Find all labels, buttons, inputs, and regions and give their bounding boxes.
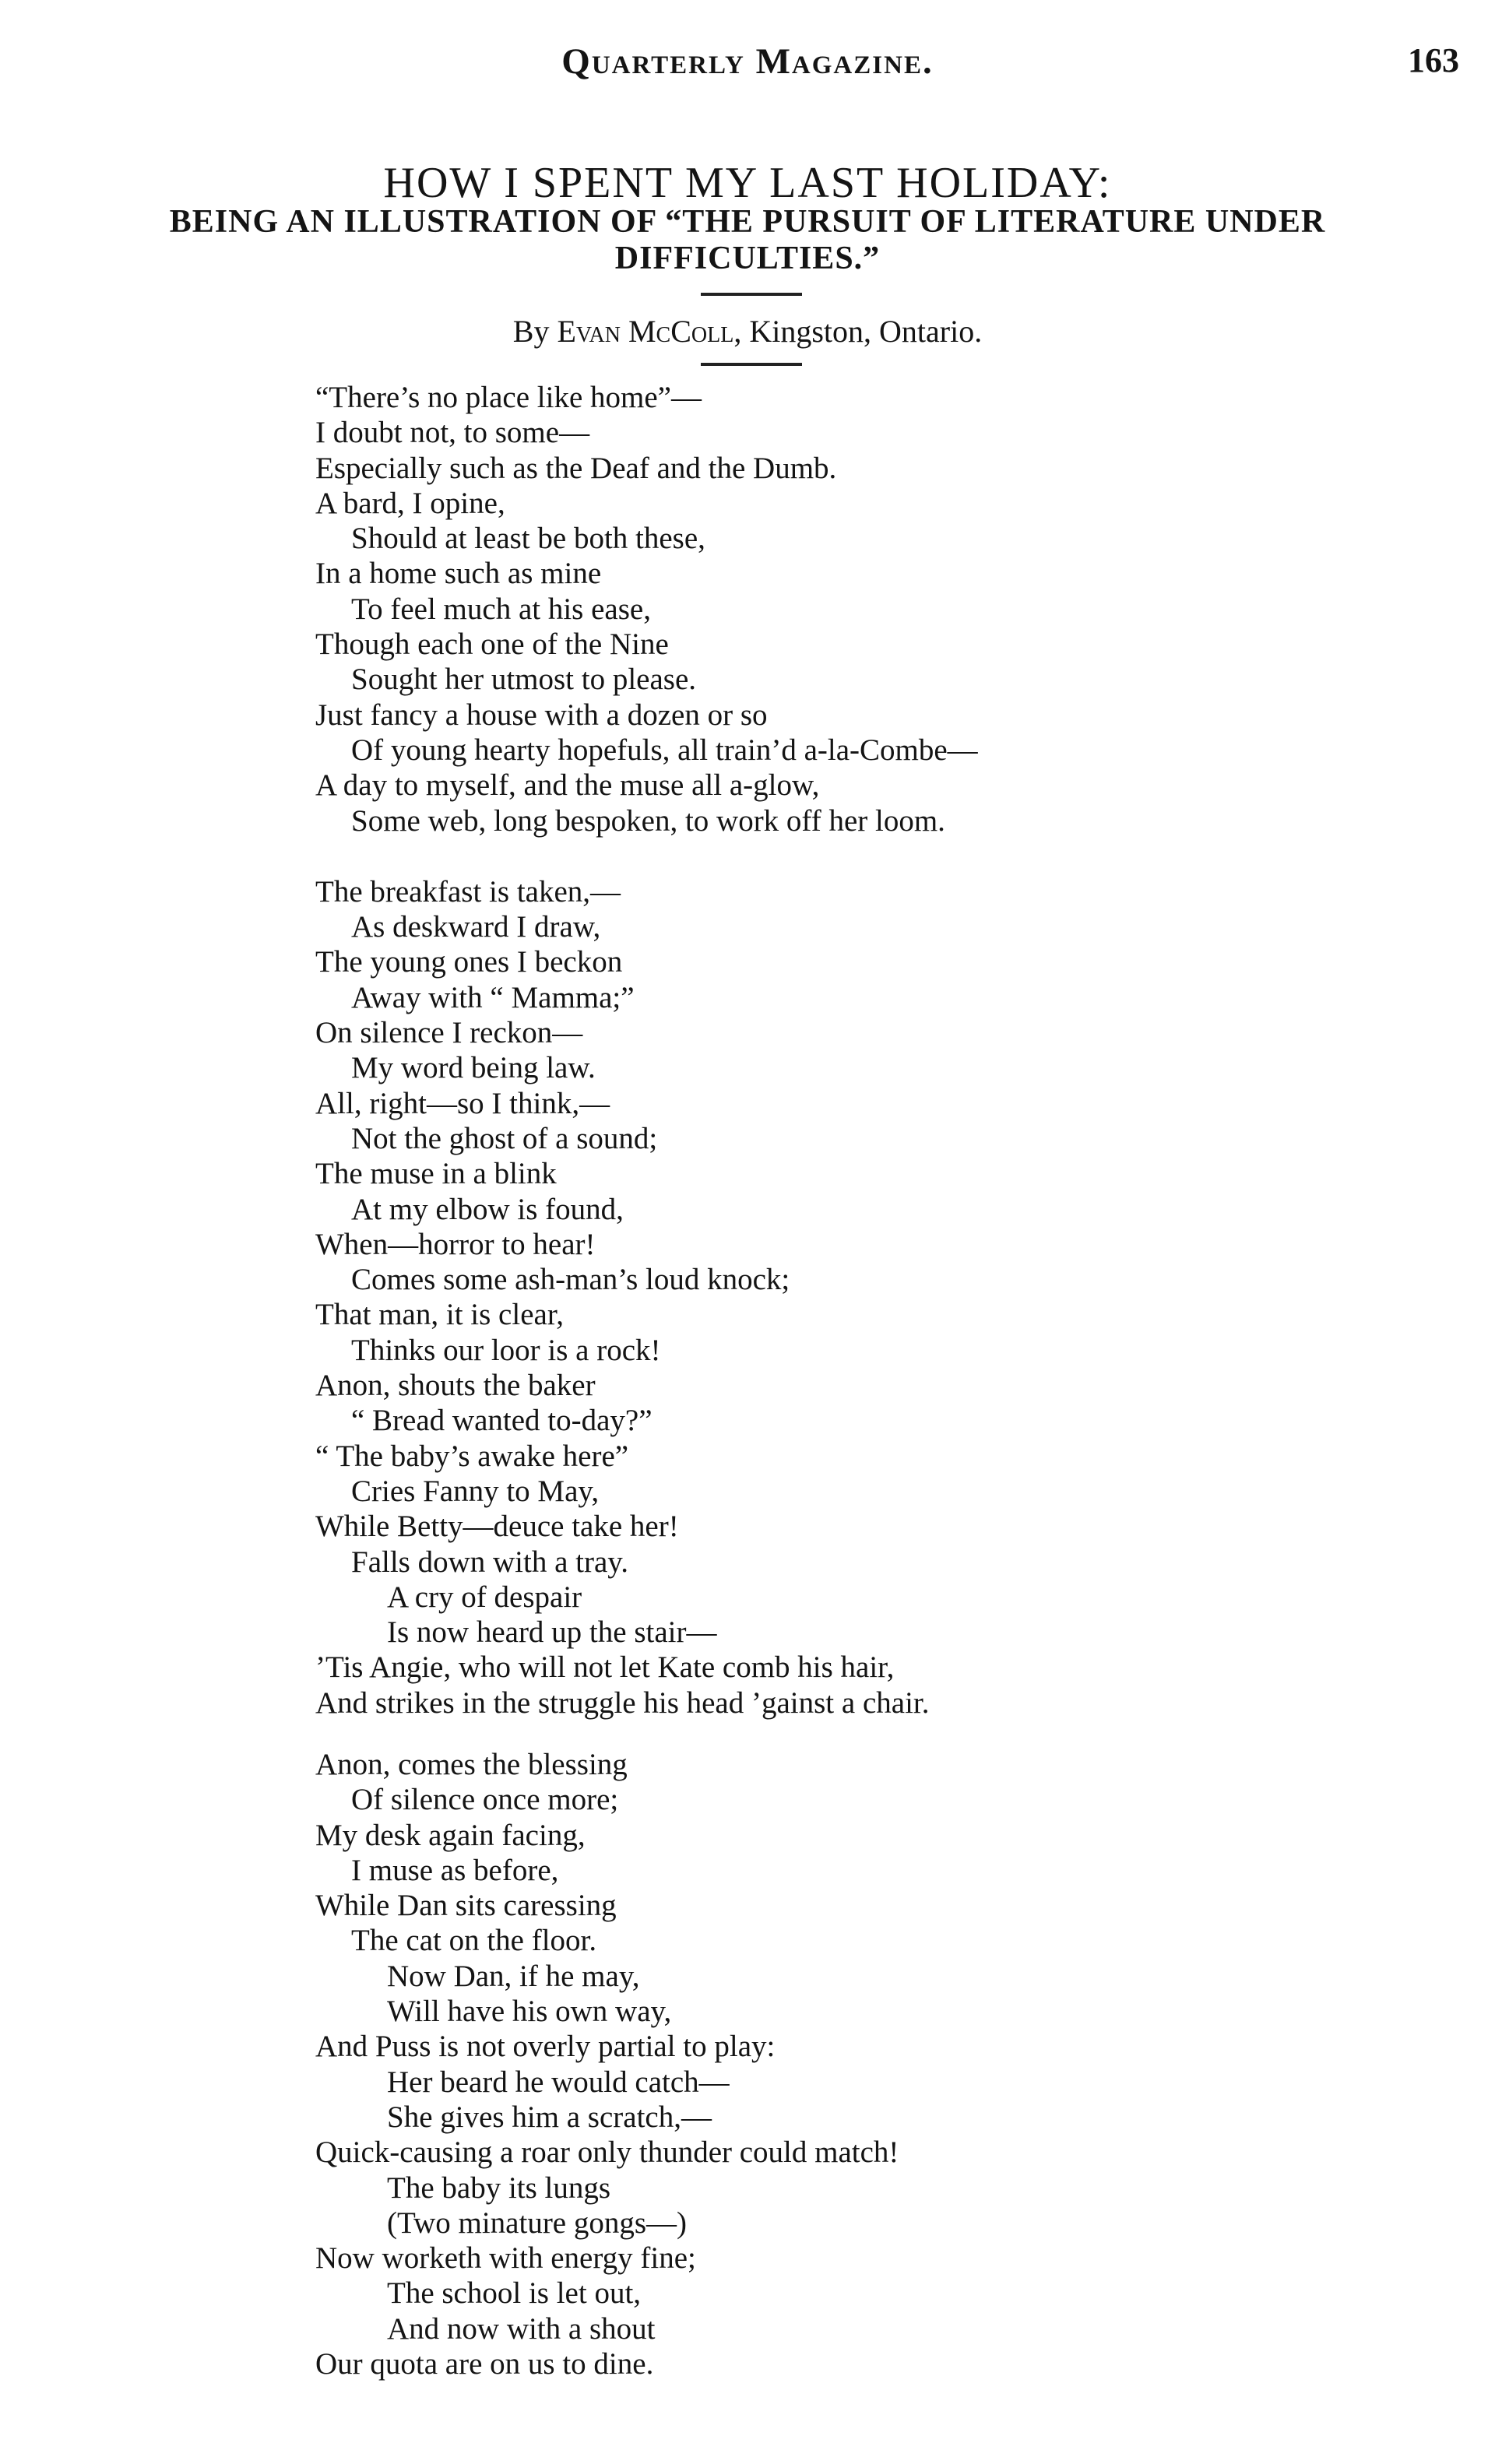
poem-line: Of silence once more; bbox=[351, 1783, 619, 1817]
poem-line: Of young hearty hopefuls, all train’d a-la-Combe— bbox=[351, 733, 978, 767]
poem-line: Falls down with a tray. bbox=[351, 1545, 629, 1579]
poem-line: A bard, I opine, bbox=[315, 486, 505, 520]
poem-line: Away with “ Mamma;” bbox=[351, 980, 635, 1014]
poem-line: That man, it is clear, bbox=[315, 1298, 564, 1332]
poem-line: And Puss is not overly partial to play: bbox=[315, 2030, 776, 2064]
poem-line: Some web, long bespoken, to work off her loom. bbox=[351, 803, 945, 838]
poem-line: The breakfast is taken,— bbox=[315, 874, 621, 909]
stanza bbox=[315, 1747, 1405, 2381]
poem-line: Comes some ash-man’s loud knock; bbox=[351, 1263, 790, 1297]
poem-line: Not the ghost of a sound; bbox=[351, 1121, 658, 1155]
poem-line: While Dan sits caressing bbox=[315, 1889, 617, 1923]
poem-line: A day to myself, and the muse all a-glow, bbox=[315, 768, 820, 803]
poem-line: Now Dan, if he may, bbox=[387, 1959, 640, 1993]
poem-line: Thinks our loor is a rock! bbox=[351, 1333, 661, 1367]
poem-line: Cries Fanny to May, bbox=[351, 1474, 600, 1508]
article-title: HOW I SPENT MY LAST HOLIDAY: bbox=[383, 159, 1112, 207]
poem-line: (Two minature gongs—) bbox=[387, 2206, 688, 2240]
poem-line: As deskward I draw, bbox=[351, 910, 601, 944]
author-location: Kingston, Ontario. bbox=[749, 314, 983, 349]
poem-line: Our quota are on us to dine. bbox=[315, 2347, 654, 2381]
poem-line: Will have his own way, bbox=[387, 1995, 672, 2029]
byline bbox=[0, 313, 1495, 350]
poem-line: On silence I reckon— bbox=[315, 1016, 583, 1050]
poem-line: In a home such as mine bbox=[315, 557, 602, 591]
article-subtitle: BEING AN ILLUSTRATION OF “THE PURSUIT OF LITERATURE UNDER DIFFICULTIES.” bbox=[169, 204, 1326, 276]
poem-line: The muse in a blink bbox=[315, 1157, 557, 1191]
poem-line: Anon, shouts the baker bbox=[315, 1369, 596, 1403]
stanza-break bbox=[315, 1721, 1405, 1747]
poem-line: I muse as before, bbox=[351, 1853, 559, 1887]
title-divider bbox=[701, 293, 802, 296]
poem-line: The school is let out, bbox=[387, 2276, 642, 2311]
poem-line: I doubt not, to some— bbox=[315, 416, 590, 450]
poem-line: The baby its lungs bbox=[387, 2170, 611, 2205]
stanza bbox=[315, 874, 1405, 1721]
poem-line: The young ones I beckon bbox=[315, 945, 623, 979]
poem-line: While Betty—deuce take her! bbox=[315, 1510, 679, 1544]
poem-line: Sought her utmost to please. bbox=[351, 663, 697, 697]
poem-line: Quick-causing a roar only thunder could match! bbox=[315, 2135, 899, 2170]
poem-line: “ The baby’s awake here” bbox=[315, 1439, 629, 1473]
poem-line: All, right—so I think,— bbox=[315, 1086, 610, 1120]
poem-line: “ Bread wanted to-day?” bbox=[351, 1404, 653, 1438]
author-name: Evan McColl, bbox=[557, 314, 742, 349]
poem-line: ’Tis Angie, who will not let Kate comb his hair, bbox=[315, 1650, 895, 1685]
page-number: 163 bbox=[1408, 41, 1459, 79]
running-title: Quarterly Magazine. bbox=[561, 41, 934, 82]
stanza bbox=[315, 380, 1405, 838]
poem bbox=[315, 380, 1405, 2381]
poem-line: Just fancy a house with a dozen or so bbox=[315, 698, 768, 732]
poem-line: Is now heard up the stair— bbox=[387, 1615, 717, 1650]
poem-line: She gives him a scratch,— bbox=[387, 2100, 712, 2134]
poem-line: Her beard he would catch— bbox=[387, 2065, 730, 2099]
poem-line: Now worketh with energy fine; bbox=[315, 2241, 696, 2276]
poem-line: At my elbow is found, bbox=[351, 1192, 624, 1226]
running-head bbox=[0, 40, 1495, 95]
poem-line: To feel much at his ease, bbox=[351, 592, 651, 626]
poem-line: When—horror to hear! bbox=[315, 1227, 596, 1261]
poem-line: My word being law. bbox=[351, 1051, 596, 1085]
poem-line: Anon, comes the blessing bbox=[315, 1747, 628, 1781]
poem-line: Though each one of the Nine bbox=[315, 627, 669, 662]
poem-line: A cry of despair bbox=[387, 1580, 582, 1614]
poem-line: Especially such as the Deaf and the Dumb. bbox=[315, 451, 837, 485]
poem-line: And now with a shout bbox=[387, 2311, 656, 2346]
poem-line: My desk again facing, bbox=[315, 1818, 586, 1852]
poem-line: Should at least be both these, bbox=[351, 522, 705, 556]
poem-line: And strikes in the struggle his head ’gainst a chair. bbox=[315, 1685, 930, 1720]
byline-prefix: By bbox=[512, 314, 550, 349]
poem-line: “There’s no place like home”— bbox=[315, 381, 702, 414]
byline-divider bbox=[701, 363, 802, 366]
stanza-break bbox=[315, 838, 1405, 874]
poem-line: The cat on the floor. bbox=[351, 1924, 597, 1958]
